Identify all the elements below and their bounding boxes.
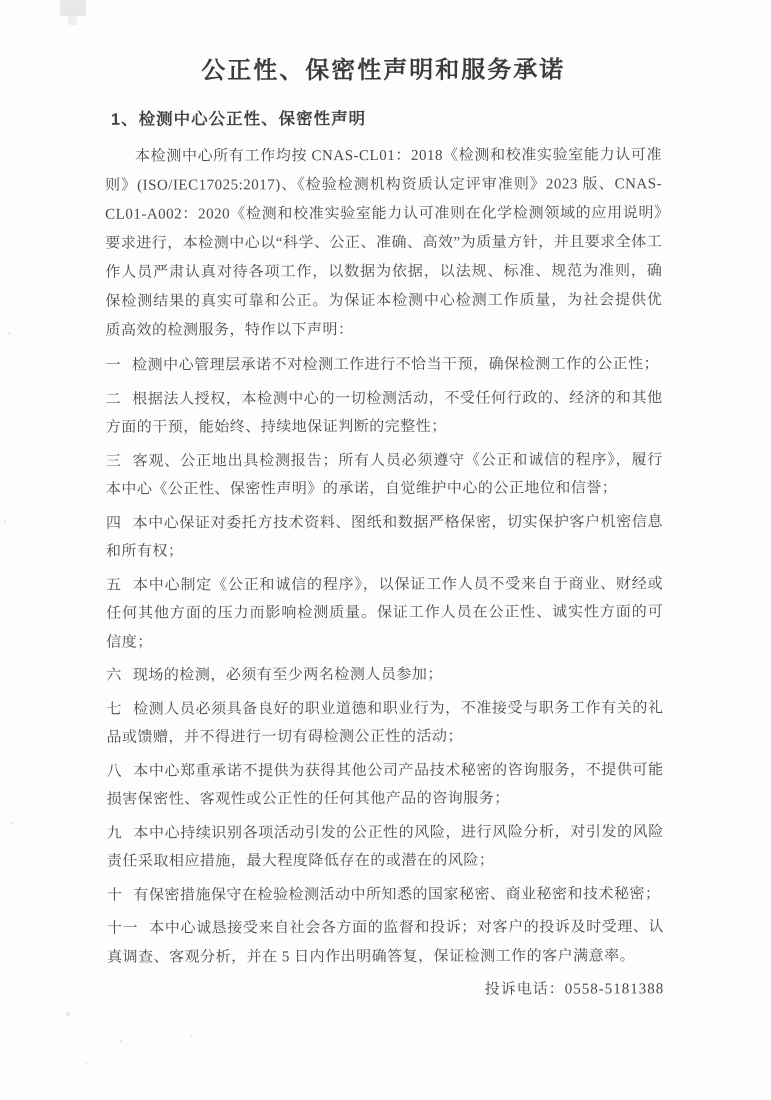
scan-artifact — [85, 1062, 87, 1065]
scan-artifact — [120, 1040, 123, 1043]
statement-number: 五 — [106, 577, 122, 594]
statement-text: 根据法人授权，本检测中心的一切检测活动，不受任何行政的、经济的和其他方面的干预，能始终、持续地保证判断的完整性； — [105, 389, 663, 436]
scan-artifact — [4, 520, 6, 523]
statement-text: 本中心持续识别各项活动引发的公正性的风险，进行风险分析，对引发的风险责任采取相应措施，最大程度降低存在的或潜在的风险； — [106, 823, 664, 870]
statement-item — [106, 384, 663, 442]
statement-item — [106, 660, 663, 690]
statement-text: 有保密措施保守在检验检测活动中所知悉的国家秘密、商业秘密和技术秘密； — [133, 885, 661, 904]
statement-number: 四 — [105, 515, 122, 532]
statement-list — [106, 350, 665, 971]
statement-text: 检测人员必须具备良好的职业道德和职业行为，不准接受与职务工作有关的礼品或馈赠，并不得进行一切有碍检测公正性的活动； — [106, 699, 664, 746]
scan-artifact — [190, 1035, 193, 1037]
statement-text: 本中心诚恳接受来自社会各方面的监督和投诉；对客户的投诉及时受理、认真调查、客观分析，并在 5 日内作出明确答复，保证检测工作的客户满意率。 — [107, 919, 665, 966]
statement-text: 本中心制定《公正和诚信的程序》，以保证工作人员不受来自于商业、财经或任何其他方面的压力而影响检测质量。保证工作人员在公正性、诚实性方面的可信度； — [106, 575, 664, 651]
scan-artifact — [60, 0, 86, 16]
statement-item — [107, 818, 664, 876]
statement-number: 二 — [105, 391, 122, 408]
statement-text: 现场的检测，必须有至少两名检测人员参加； — [132, 666, 443, 684]
statement-number: 十 — [106, 887, 123, 904]
statement-item — [106, 694, 663, 752]
statement-item — [106, 508, 663, 566]
statement-item — [106, 446, 663, 504]
statement-number: 三 — [105, 453, 122, 470]
statement-number: 九 — [106, 825, 123, 842]
section-heading: 1、检测中心公正性、保密性声明 — [110, 110, 367, 129]
document-content — [105, 49, 665, 1014]
page-title: 公正性、保密性声明和服务承诺 — [201, 56, 566, 85]
statement-number: 七 — [106, 701, 123, 718]
statement-item — [107, 756, 664, 814]
statement-item — [106, 570, 663, 657]
scan-artifact — [8, 332, 11, 335]
statement-number: 六 — [106, 667, 122, 684]
statement-number: 一 — [105, 357, 122, 374]
statement-text: 本中心保证对委托方技术资料、图纸和数据严格保密，切实保护客户机密信息和所有权； — [106, 513, 663, 560]
scan-artifact — [68, 14, 77, 25]
scan-artifact — [66, 1012, 70, 1016]
statement-number: 十一 — [107, 920, 139, 937]
statement-item — [106, 350, 663, 380]
statement-item — [107, 880, 664, 910]
statement-text: 检测中心管理层承诺不对检测工作进行不恰当干预，确保检测工作的公正性； — [132, 356, 660, 374]
statement-text: 本中心郑重承诺不提供为获得其他公司产品技术秘密的咨询服务，不提供可能损害保密性、客观性或公正性的任何其他产品的咨询服务； — [106, 761, 664, 808]
scan-artifact — [11, 822, 14, 824]
statement-item — [107, 913, 664, 971]
statement-text: 客观、公正地出具检测报告；所有人员必须遵守《公正和诚信的程序》，履行本中心《公正性、保密性声明》的承诺，自觉维护中心的公正地位和信誉； — [105, 451, 663, 498]
intro-paragraph: 本检测中心所有工作均按 CNAS-CL01：2018《检测和校准实验室能力认可准则》(ISO/IEC17025:2017)、《检验检测机构资质认定评审准则》2023 版、CNAS-CL01-A002：2020《检测和校准实验室能力认可准则在化学检测领域的应用说明》要求进行，本检测中心以“科学、公正、准确、高效”为质量方针，并且要求全体工作人员严肃认真对待各项工作，以数据为依据，以法规、标准、规范为准则，确保检测结果的真实可靠和公正。为保证本检测中心检测工作质量，为社会提供优质高效的检测服务，特作以下声明： — [105, 147, 663, 339]
complaint-phone: 投诉电话：0558-5181388 — [484, 981, 665, 998]
statement-number: 八 — [106, 763, 123, 780]
